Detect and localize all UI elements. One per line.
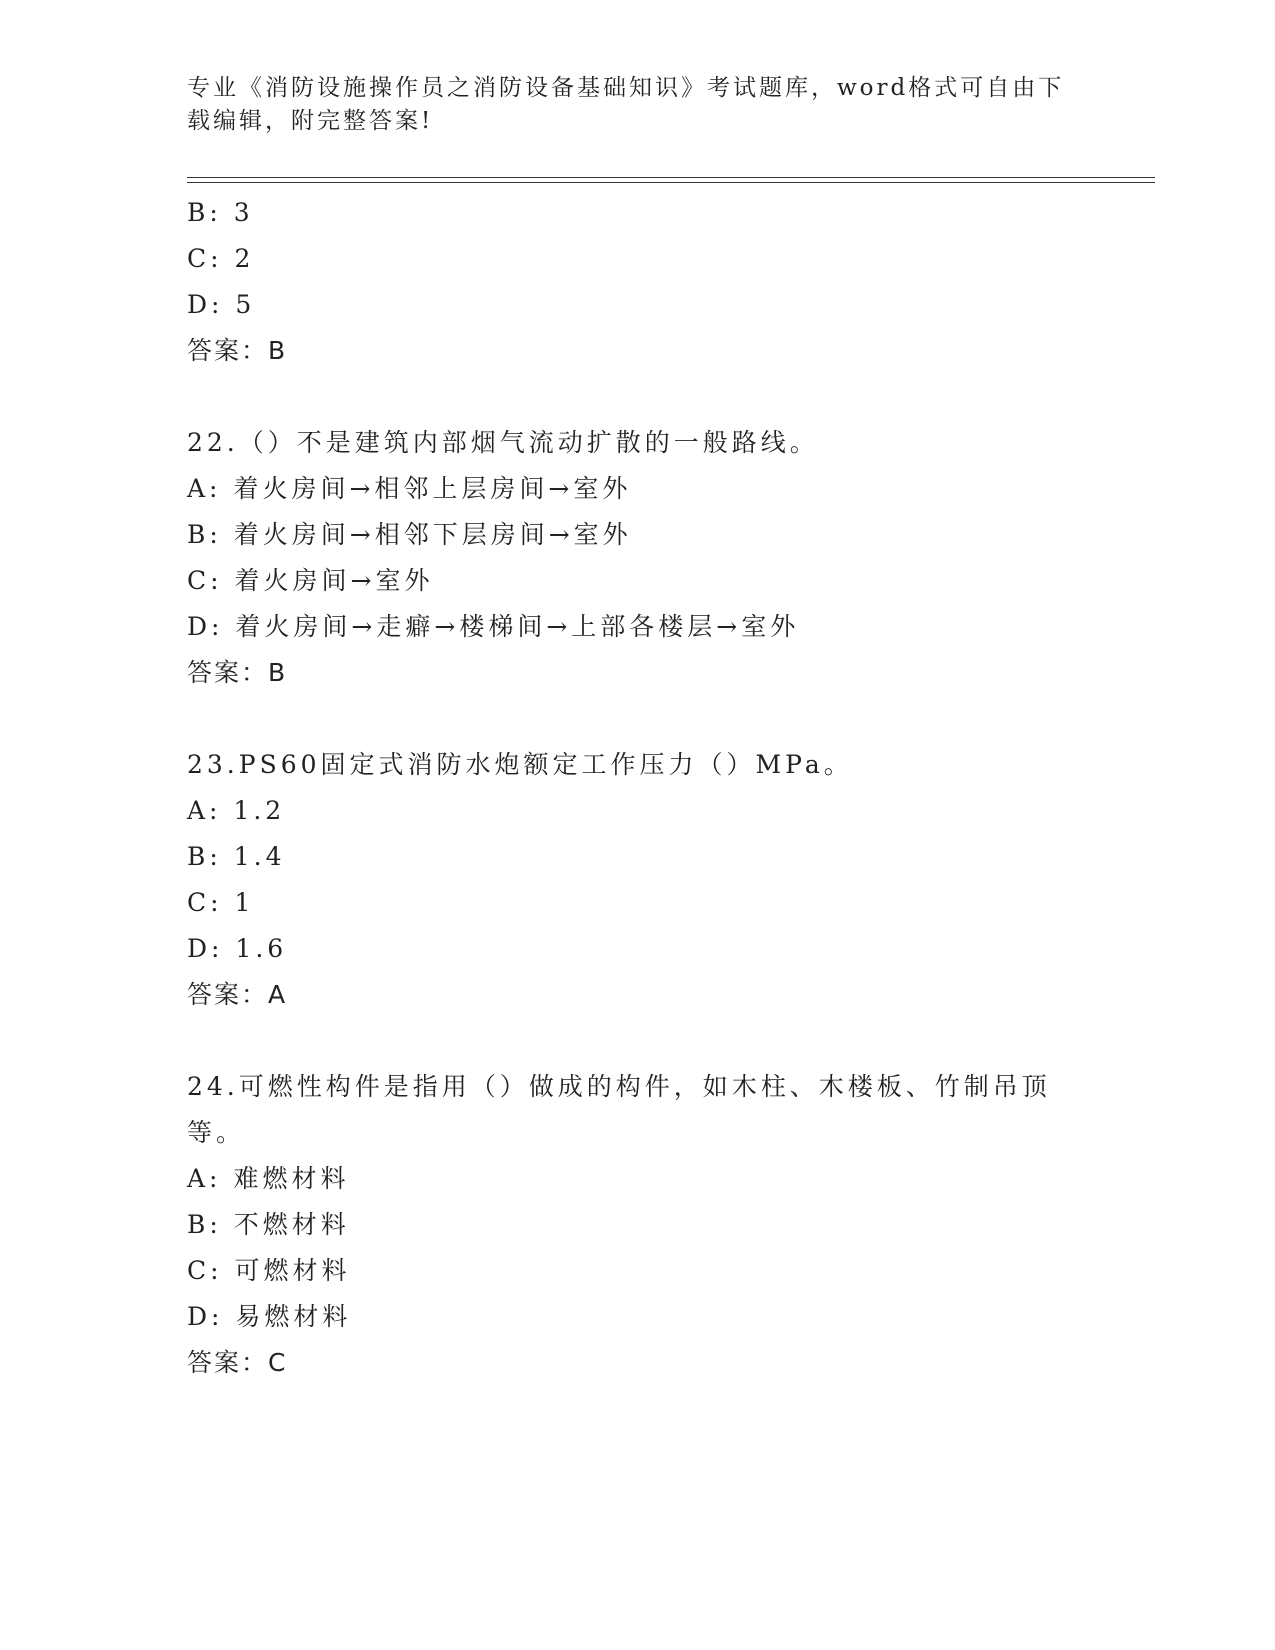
question-line [187, 742, 1087, 788]
option-text: 1.4 [233, 842, 286, 871]
option-text: 1 [234, 888, 255, 917]
option-key: C: [187, 566, 223, 595]
option-line [187, 834, 1087, 880]
question-number: 24. [187, 1072, 239, 1101]
option-key: A: [187, 796, 222, 825]
option-text: 不燃材料 [233, 1210, 350, 1239]
header-divider-bottom [187, 182, 1155, 183]
option-line [187, 190, 1087, 236]
option-line [187, 282, 1087, 328]
option-key: B: [187, 198, 222, 227]
option-key: B: [187, 520, 222, 549]
option-line [187, 788, 1087, 834]
question-22 [187, 420, 1087, 696]
option-key: D: [187, 612, 224, 641]
option-key: C: [187, 244, 223, 273]
option-key: B: [187, 1210, 222, 1239]
option-key: C: [187, 1256, 223, 1285]
question-number: 22. [187, 428, 239, 457]
option-line [187, 1248, 1087, 1294]
question-number: 23. [187, 750, 239, 779]
option-text: 1.6 [235, 934, 288, 963]
question-23 [187, 742, 1087, 1018]
option-text: 2 [234, 244, 255, 273]
option-line [187, 1294, 1087, 1340]
option-key: A: [187, 1164, 222, 1193]
option-text: 1.2 [233, 796, 286, 825]
option-line [187, 466, 1087, 512]
question-list [187, 190, 1087, 1386]
answer-line: 答案：B [187, 336, 288, 365]
option-line [187, 1156, 1087, 1202]
option-key: C: [187, 888, 223, 917]
option-text: 着火房间→室外 [234, 566, 434, 595]
option-key: D: [187, 1302, 224, 1331]
option-line [187, 236, 1087, 282]
option-line [187, 1202, 1087, 1248]
option-text: 易燃材料 [235, 1302, 352, 1331]
header-divider-top [187, 177, 1155, 178]
option-key: D: [187, 290, 224, 319]
answer-line: 答案：B [187, 658, 288, 687]
document-header: 专业《消防设施操作员之消防设备基础知识》考试题库，word格式可自由下载编辑，附完整答案! [187, 75, 1065, 134]
question-text: （）不是建筑内部烟气流动扩散的一般路线。 [238, 428, 819, 457]
option-key: D: [187, 934, 224, 963]
question-line [187, 420, 1087, 466]
option-key: A: [187, 474, 222, 503]
question-text: PS60固定式消防水炮额定工作压力（）MPa。 [238, 750, 853, 779]
carryover-block [187, 190, 1087, 374]
option-line [187, 512, 1087, 558]
option-text: 可燃材料 [234, 1256, 351, 1285]
option-text: 着火房间→走癖→楼梯间→上部各楼层→室外 [235, 612, 800, 641]
question-text: 可燃性构件是指用（）做成的构件，如木柱、木楼板、竹制吊顶等。 [187, 1072, 1051, 1147]
option-text: 难燃材料 [233, 1164, 350, 1193]
option-text: 3 [233, 198, 254, 227]
answer-line: 答案：A [187, 980, 288, 1009]
option-line [187, 926, 1087, 972]
option-line [187, 880, 1087, 926]
question-line [187, 1064, 1087, 1156]
option-line [187, 558, 1087, 604]
option-key: B: [187, 842, 222, 871]
answer-line: 答案：C [187, 1348, 288, 1377]
option-text: 5 [235, 290, 256, 319]
option-line [187, 604, 1087, 650]
option-text: 着火房间→相邻上层房间→室外 [233, 474, 632, 503]
question-24 [187, 1064, 1087, 1386]
option-text: 着火房间→相邻下层房间→室外 [233, 520, 632, 549]
